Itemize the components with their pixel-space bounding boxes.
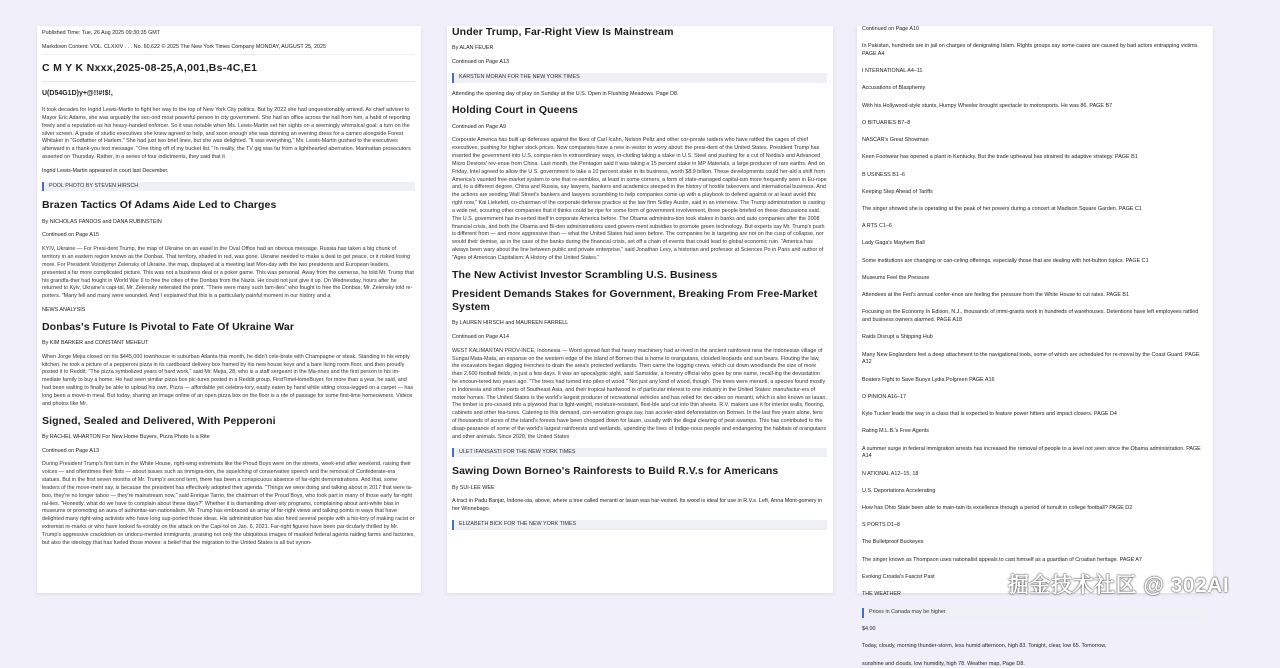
article-body: Corporate America has built up defenses against the likes of Carl Icahn, Nelson Peltz and other cor-porate raiders who have rattled the cages of chief executives, pushing for higher stock prices. Now companies have a new in-vestor to worry about: the presi-dent of the United States. President Trump has inserted the government into U.S. compa-nies in extraordinary ways, in-cluding taking a stake in U.S. Steel and pushing for a cut of Nvidia's and Advanced Micro Devices' rev-enue from China. Last month, the Pentagon said it was taking a 15 percent stake in MP Materials, a large producer of rare earths. And on Friday, Intel agreed to allow the U.S. government to take a 10 percent stake in its business, worth $8.9 billion. These developments could her-ald a shift from America's vaunted free-market system to one that re-sembles, at least in some corners, a form of state-managed capital-ism more frequently seen in Eu-rope and, to a different degree, China and Russia, say lawyers, bankers and academics steeped in the history of hostile takeovers and international business. And the actions are sending Wall Street's bankers and lawyers scrambling to help companies come up with a playbook to defend against or at least avoid this right now," Kai Liekefett, co-chairman of the corporate defense practice at the law firm Sidley Austin, said in an interview. The Trump administration is casting a wide net, scouring other companies that it thinks could be ripe for some form of government involvement, three people briefed on these discussions said. The U.S. government has in-serted itself in corporate America before. The Obama administra-tion took stakes in banks and auto companies after the 2008 financial crisis, and both the Obama and Bi-den administrations used govern-ment subsidies to promote green technology. But experts say Mr. Trump's push is different from — and more aggressive than — what the United States had seen before. The companies he is targeting are not on the cusp of collapse, nor would their demise, as in the case of the banks during the financial crisis, set off a chain of events that could lead to global economic ruin. "America has always been wary about the line between public and private enterprise," said Jonathan Levy, a historian and professor at Sciences Po in Paris and author of "Ages of American Capitalism: A History of the United States."	[452, 137, 827, 261]
article-body: During President Trump's first turn in the White House, right-wing extremists like the Proud Boys were on the streets, week-end after weekend, raising their voices — and oftentimes their fists — about issues such as immigra-tion, the squelching of conservative speech and the removal of Confederate-era statues. But in the first seven months of Mr. Trump's second term, there has been a conspicuous absence of far-right demonstrations. And that, some leaders of the move-ment say, is because the president has effectively adopted their agenda. "Things we were doing and talking about in 2017 that were ta-boo, they're no longer taboo — they're mainstream now," said Enrique Tarrio, the chairman of the Proud Boys, who took part in many of those early far-right ral-lies. "Honestly, what do we have to complain about these days?" Whether it is dismantling diver-sity programs, complaining about anti-white bias in museums or promoting an aura of authoritar-ian-nationalism, Mr. Trump has embraced an array of far-right views and talking points in ways that have delighted many right-wing activists who have long sup-ported those ideas. His administration has also hired several people with a his-tory of making racist or extremist re-marks or who have looked fa-vorably on the attack on the Capi-tol on Jan. 6, 2021. Far-right figures have been par-ticularly thrilled by Mr. Trump's aggressive crackdown on undocu-mented immigrants, praising not only the ubiquitous images of masked federal agents raiding farms and factories, but also the ideology that has fueled those moves: a belief that the migration to the United States is all but synon-	[42, 461, 415, 546]
index-line: N ATIONAL A12–15, 18	[862, 470, 919, 477]
index-line: Many New Englanders feel a deep attachment to the navigational tools, some of which are scheduled for re-moval by the Coast Guard. PAGE A12	[862, 351, 1200, 366]
continued-note: Continued on Page A14	[452, 333, 509, 340]
index-line: The singer known as Thompson uses nationalist appeals to cast himself as a guardian of Croatian heritage. PAGE A7	[862, 556, 1142, 563]
headline: Brazen Tactics Of Adams Aide Led to Charges	[42, 199, 277, 212]
markdown-content: Markdown Content: VOL. CLXXIV . . . No. 60,622 © 2025 The New York Times Company MONDAY, AUGUST 25, 2025	[42, 44, 415, 55]
index-line: I NTERNATIONAL A4–11	[862, 68, 923, 75]
index-line: In Pakistan, hundreds are in jail on charges of denigrating Islam. Rights groups say some cases are caused by bad actors entrapping victims. PAGE A4	[862, 43, 1199, 58]
published-time: Published Time: Tue, 26 Aug 2025 09:30:35 GMT	[42, 30, 161, 36]
index-line: Lady Gaga's Mayhem Ball	[862, 240, 925, 247]
watermark-text: 掘金技术社区 @ 302AI	[1008, 574, 1230, 597]
document-page-1	[37, 26, 421, 593]
index-line: How has Ohio State been able to main-tain its excellence through a period of tumult in college football? PAGE D2	[862, 505, 1133, 511]
article-body: It took decades for Ingrid Lewis-Martin to fight her way to the top of New York City politics. But by 2022 she had unquestionably arrived. As chief adviser to Mayor Eric Adams, she was arguably the sec-ond most powerful person in city government. She had an office across the hall from him, a habit of reporting freely and a reputation as his heavy-handed enforcer. So it was notable when Ms. Lewis-Martin set her sights on a seemingly whimsical goal: a turn on the silver screen. A grade of studio executives she knew agreed to help, and soon enough she was donning an evening dress for a cameo alongside Forest Whitaker in "Godfather of Harlem." She had just two brief lines, but she was delighted. "It was everything," Ms. Lewis-Martin gushed to the executives afterward in a thank-you text message. "One thing off of my bucket list." In reality, the TV gig was far from a lighthearted aberration. Manhattan prosecutors asserted on Thursday. Rather, in a series of four indictments, they said that it	[42, 107, 411, 160]
index-line: B USINESS B1–6	[862, 171, 905, 178]
photo-credit: ULET IFANSASTI FOR THE NEW YORK TIMES	[452, 448, 827, 458]
photo-caption: A tract in Padu Banjar, Indone-sia, above, where a tree called meranti or lauan was har-vested. Its wood is ideal for use in R.V.s. Left, Anna Mont-gomery in her Winnebago.	[452, 498, 823, 513]
index-line: Keeping Step Ahead of Tariffs	[862, 188, 933, 195]
article-body: KYIV, Ukraine — For Presi-dent Trump, the map of Ukraine on an easel in the Oval Office had an obvious message. Russia has taken a big chunk of territory in an eastern region known as the Donbas. That territory, shaded in red, was gone. Ukraine needed to make a deal to get peace, or it risked losing more. For President Volodymyr Zelensky of Ukraine, the map, displayed at a meeting last Mon-day with the two presidents and European leaders, presented a far more complicated picture. This was not a business deal or a poker game. This was personal. Away from the cameras, he told Mr. Trump that his grandfa-ther had fought in World War II to free the cities of the Donbas from the Nazis. He could not just give it up. On Wednesday, hours after he returned to Kyiv, Ukraine's capi-tal, Mr. Zelensky reiterated the point. "There were many such fam-ilies" who fought to free the Donbas, Mr. Zelensky told re-porters. "Many fell and many were wounded. And I explained that this is a particularly painful moment in our history and a	[42, 246, 414, 300]
index-line: Keen Footwear has opened a plant in Kentucky. But the trade upheaval has strained its adaptive strategy. PAGE B1	[862, 154, 1138, 161]
headline: Under Trump, Far-Right View Is Mainstream	[452, 26, 674, 38]
index-line: O PINION A16–17	[862, 393, 907, 400]
section-label: NEWS ANALYSIS	[42, 307, 86, 314]
index-line: Museums Feel the Pressure	[862, 274, 930, 281]
continued-note: Continued on Page A15	[42, 232, 99, 239]
index-line: Kyle Tucker leads the way in a class that is expected to feature power hitters and impact closers. PAGE D4	[862, 411, 1117, 418]
article-body: When Jorge Mejia closed on his $445,000 townhouse in suburban Atlanta this month, he didn't cele-brate with Champagne or steak. Standing in his empty kitchen, he took a picture of a pepperoni pizza in its cardboard delivery box framed by his new house keys and a bare living room floor, and then proudly posted it to Reddit. "The pizza symbolized years of hard work," said Mr. Mejia, 28, who is a staff sergeant in the Ma-rines and the first person in his im-mediate family to buy a home. He had seen similar pizza box pic-tures posted in a Reddit group, FirstTimeHomeBuyer, for more than a year, he said, and had been waiting to finally be able to upload his own. Pizza — affordable yet celebra-tory, easily eaten by hand while sitting cross-legged on a carpet — has long been a move-in meal. But today, sharing an image online of an open pizza box on the floor is a rite of passage for some first-time homeowners. Videos and photos like Mr.	[42, 353, 414, 407]
index-line: The singer showed she is operating at the peak of her powers during a concert at Madison Square Garden. PAGE C1	[862, 206, 1142, 213]
continued-note: Continued on Page A9	[452, 123, 506, 130]
index-line: U.S. Deportations Accelerating	[862, 487, 936, 494]
price: $4.00	[862, 626, 876, 633]
photo-caption: Attending the opening day of play on Sunday at the U.S. Open in Flushing Meadows. Page D8.	[452, 90, 679, 97]
index-line: Attendees at the Fed's annual confer-ence are feeling the pressure from the White House to cut rates. PAGE B1	[862, 292, 1130, 299]
article-body: WEST KALIMANTAN PROV-INCE, Indonesia — Word spread fast that heavy machinery had ar-rived in the ancient rainforest near the Indonesian village of Sungai Mata-Mata, an expanse on the western edge of the island of Borneo that is home to orangutans, clouded leopards and sun bears. Flouting the law, the excavators began digging trenches to drain the area's protected wetlands. Then came the logging crews, which cut down woodlands the size of more than 2,600 football fields, in just a few days. It was an apocalyptic sight, said Samsidar, a forestry official who goes by one name, recall-ing the devastation he encoun-tered two years ago. "The trees had turned into piles of wood." Not just any kind of wood, though. The trees were meranti, a species found mostly in Indonesia and other parts of Southeast Asia, and their tropical hardwood is of particular interest to one industry in the United States: manufactur-ers of motor homes. The United States is the world's largest producer of recreational vehicles and has relied for dec-ades on meranti, which is also known as lauan. The timber is pro-cessed into a plywood that is light-weight, moisture-resistant, flexi-ble and cut into thin sheets. R.V. makers use it for interior walls, flooring, cabinets and other fea-tures. Catering to this demand, con-servation groups say, has acceler-ated deforestation on Borneo. In the last five years alone, tens of thousands of acres of the island's forests have been chopped down for lauan, usually with the illegal clearing of peat swamps. This has contributed to the disap-pearance of some of the world's largest rainforests and wetlands, upending the lives of Indige-nous people and endangering the habitats of orangutans and other animals. Since 2020, the United States	[452, 347, 827, 440]
document-page-3	[857, 26, 1213, 667]
photo-credit: ELIZABETH BICK FOR THE NEW YORK TIMES	[452, 520, 827, 530]
index-line: Boaters Fight to Save Buoys Lydia Polgreen PAGE A16	[862, 376, 995, 383]
byline: By KIM BARKER and CONSTANT MÉHEUT	[42, 340, 149, 346]
photo-caption: Ingrid Lewis-Martin appeared in court last December.	[42, 167, 169, 174]
index-line: With his Hollywood-style stunts, Humpy Wheeler brought spectacle to motorsports. He was 86. PAGE B7	[862, 102, 1113, 109]
continued-note: Continued on Page A13	[452, 58, 509, 65]
continued-note: Continued on Page A13	[42, 447, 99, 454]
index-line: NASCAR's Great Showman	[862, 137, 929, 144]
headline: Sawing Down Borneo's Rainforests to Build R.V.s for Americans	[452, 465, 779, 478]
headline: Signed, Sealed and Delivered, With Pepperoni	[42, 414, 276, 427]
index-line: A RTS C1–6	[862, 223, 892, 230]
document-page-2	[447, 26, 833, 593]
headline: The New Activist Investor Scrambling U.S. Business	[452, 268, 718, 281]
photo-credit: Prices in Canada may be higher	[862, 608, 1207, 618]
headline: Donbas's Future Is Pivotal to Fate Of Ukraine War	[42, 320, 295, 333]
byline: By SUI-LEE WEE	[452, 484, 495, 491]
headline: Holding Court in Queens	[452, 104, 578, 117]
byline: By NICHOLAS FANDOS and DANA RUBINSTEIN	[42, 218, 162, 225]
barcode-text: U(D54G1D)y+@!!#!$!,	[42, 89, 113, 97]
index-line: THE WEATHER	[862, 591, 901, 598]
photo-credit: POOL PHOTO BY STEVEN HIRSCH	[42, 182, 415, 192]
index-line: S PORTS D1–8	[862, 522, 900, 529]
headline: President Demands Stakes for Government, Breaking From Free-Market System	[452, 287, 818, 313]
byline: By RACHEL WHARTON For New Home Buyers, Pizza Photo Is a Rite	[42, 433, 210, 440]
index-line: Accusations of Blasphemy	[862, 85, 926, 92]
index-line: Evoking Croatia's Fascist Past	[862, 573, 935, 580]
weather-forecast: Today, cloudy, morning thunder-storm, less humid afternoon, high 83. Tonight, clear, low 65. Tomorrow,	[862, 643, 1107, 650]
byline: By LAUREN HIRSCH and MAUREEN FARRELL	[452, 320, 569, 327]
index-line: Rating M.L.B.'s Free Agents	[862, 428, 929, 435]
index-line: Focusing on the Economy In Edison, N.J., thousands of immi-grants work in hundreds of warehouses. Detentions have left employees rattled and business owners alarmed. PAGE A18	[862, 309, 1199, 324]
index-list	[862, 26, 1207, 599]
byline: By ALAN FEUER	[452, 45, 494, 52]
weather-forecast: sunshine and clouds, low humidity, high 78. Weather map, Page D8.	[862, 660, 1025, 667]
photo-credit: KARSTEN MORAN FOR THE NEW YORK TIMES	[452, 73, 827, 83]
index-line: Some institutions are changing or can-celing offerings, especially those that are dealing with hot-button topics. PAGE C1	[862, 257, 1149, 264]
index-line: Raids Disrupt a Shipping Hub	[862, 334, 933, 341]
cmyk-header: C M Y K Nxxx,2025-08-25,A,001,Bs-4C,E1	[42, 61, 415, 82]
index-line: Continued on Page A10	[862, 26, 919, 32]
index-line: A summer surge in federal immigration arrests has increased the removal of people to a level not seen since the Obama administration. PAGE A14	[862, 445, 1201, 460]
index-line: O BITUARIES B7–8	[862, 119, 911, 126]
index-line: The Bulletproof Buckeyes	[862, 539, 924, 546]
